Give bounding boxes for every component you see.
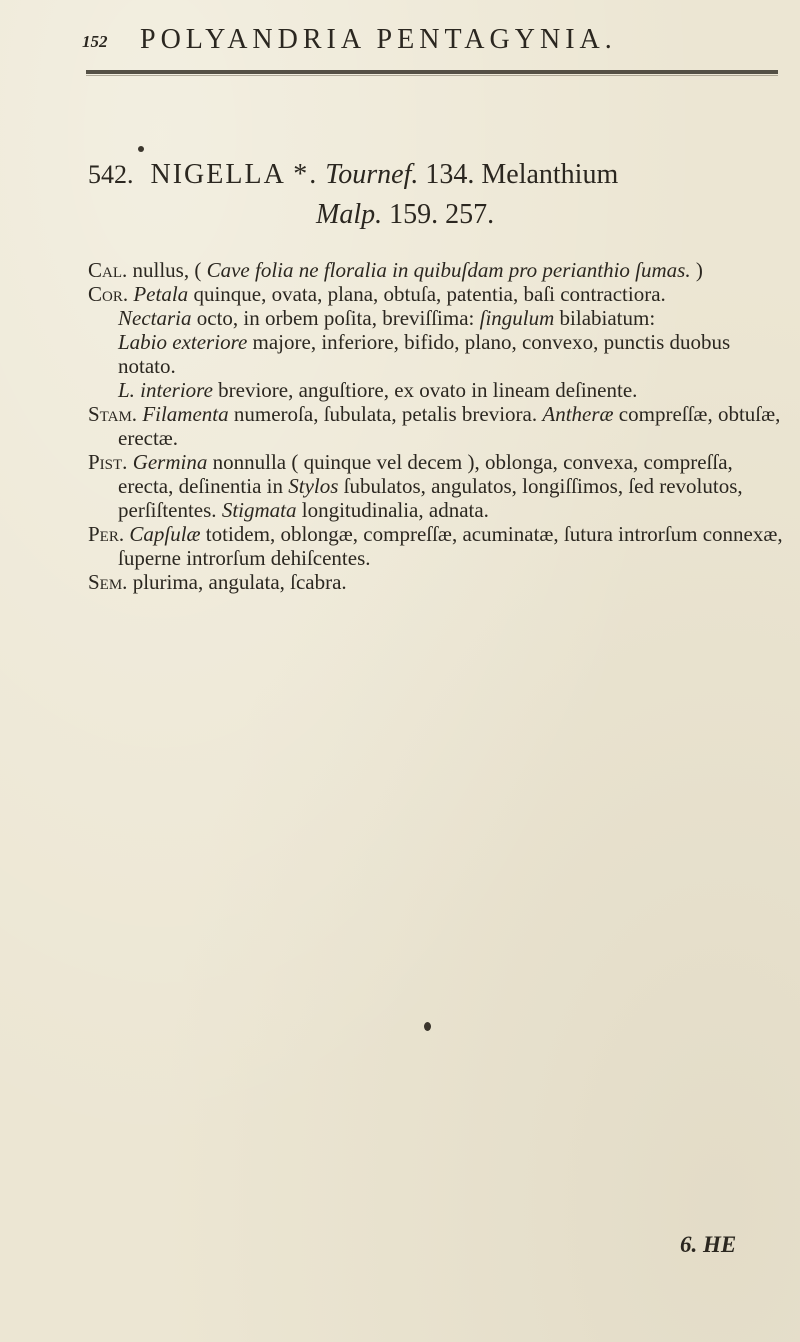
description-text: bilabiatum: bbox=[554, 306, 656, 330]
description-text: nullus, ( bbox=[127, 258, 207, 282]
description-text: quinque, ovata, plana, obtuſa, patentia, baſi contractiora. bbox=[188, 282, 666, 306]
description-entry bbox=[88, 570, 788, 594]
organ-label: Cor. bbox=[88, 282, 129, 306]
running-title: POLYANDRIA PENTAGYNIA. bbox=[140, 24, 617, 55]
organ-label: Stam. bbox=[88, 402, 138, 426]
italic-term: Stigmata bbox=[221, 498, 297, 522]
description-text: totidem, oblongæ, compreſſæ, acuminatæ, ſutura introrſum connexæ, ſuperne introrſum dehiſcentes. bbox=[118, 522, 783, 570]
ink-speck bbox=[424, 1022, 431, 1031]
description-entry bbox=[88, 522, 788, 570]
italic-term: Cave folia ne floralia in quibuſdam pro perianthio ſumas. bbox=[206, 258, 691, 282]
reference-numbers-2: 159. 257. bbox=[389, 199, 495, 230]
description-entry bbox=[88, 306, 788, 330]
italic-term: Labio exteriore bbox=[118, 330, 248, 354]
catchword: 6. HE bbox=[680, 1232, 737, 1257]
page-header bbox=[82, 18, 782, 54]
organ-label: Pist. bbox=[88, 450, 128, 474]
organ-label: Sem. bbox=[88, 570, 128, 594]
genus-description bbox=[88, 258, 788, 594]
description-text: breviore, anguſtiore, ex ovato in lineam deſinente. bbox=[212, 378, 638, 402]
description-entry bbox=[88, 450, 788, 522]
description-text: longitudinalia, adnata. bbox=[296, 498, 489, 522]
genus-number: 542. bbox=[88, 160, 134, 189]
description-entry bbox=[88, 378, 788, 402]
description-entry bbox=[88, 258, 788, 282]
description-text: octo, in orbem poſita, breviſſima: bbox=[191, 306, 480, 330]
synonym: Melanthium bbox=[481, 159, 619, 190]
italic-term: L. interiore bbox=[118, 378, 213, 402]
description-entry bbox=[88, 402, 788, 450]
italic-term: Capſulæ bbox=[124, 522, 201, 546]
page-number: 152 bbox=[82, 32, 108, 51]
reference-number: 134. bbox=[425, 159, 475, 190]
description-text: majore, inferiore, bifido, plano, convexo, punctis duobus notato. bbox=[118, 330, 731, 378]
ink-speck bbox=[138, 146, 144, 152]
description-text: ) bbox=[690, 258, 703, 282]
organ-label: Per. bbox=[88, 522, 125, 546]
description-entry bbox=[88, 330, 788, 378]
italic-term: Petala bbox=[128, 282, 189, 306]
italic-term: Nectaria bbox=[118, 306, 192, 330]
genus-heading-line2 bbox=[316, 198, 494, 232]
description-text: plurima, angulata, ſcabra. bbox=[127, 570, 347, 594]
reference-author-2: Malp. bbox=[316, 199, 383, 230]
description-text: compreſſæ, obtuſæ, erectæ. bbox=[118, 402, 781, 450]
description-text: nonnulla ( quinque vel decem ), oblonga, convexa, compreſſa, erecta, deſinentia in bbox=[118, 450, 733, 498]
italic-term: Antheræ bbox=[542, 402, 614, 426]
genus-heading bbox=[88, 158, 788, 230]
description-text: ſubulatos, angulatos, longiſſimos, ſed revolutos, perſiſtentes. bbox=[118, 474, 743, 522]
italic-term: ſingulum bbox=[479, 306, 555, 330]
description-text: numeroſa, ſubulata, petalis breviora. bbox=[228, 402, 543, 426]
italic-term: Germina bbox=[127, 450, 208, 474]
italic-term: Filamenta bbox=[137, 402, 229, 426]
organ-label: Cal. bbox=[88, 258, 128, 282]
reference-author: Tournef. bbox=[325, 159, 419, 190]
header-rule-thin bbox=[86, 75, 778, 76]
italic-term: Stylos bbox=[288, 474, 339, 498]
header-rule bbox=[86, 70, 778, 74]
description-entry bbox=[88, 282, 788, 306]
genus-name: NIGELLA *. bbox=[150, 159, 319, 190]
